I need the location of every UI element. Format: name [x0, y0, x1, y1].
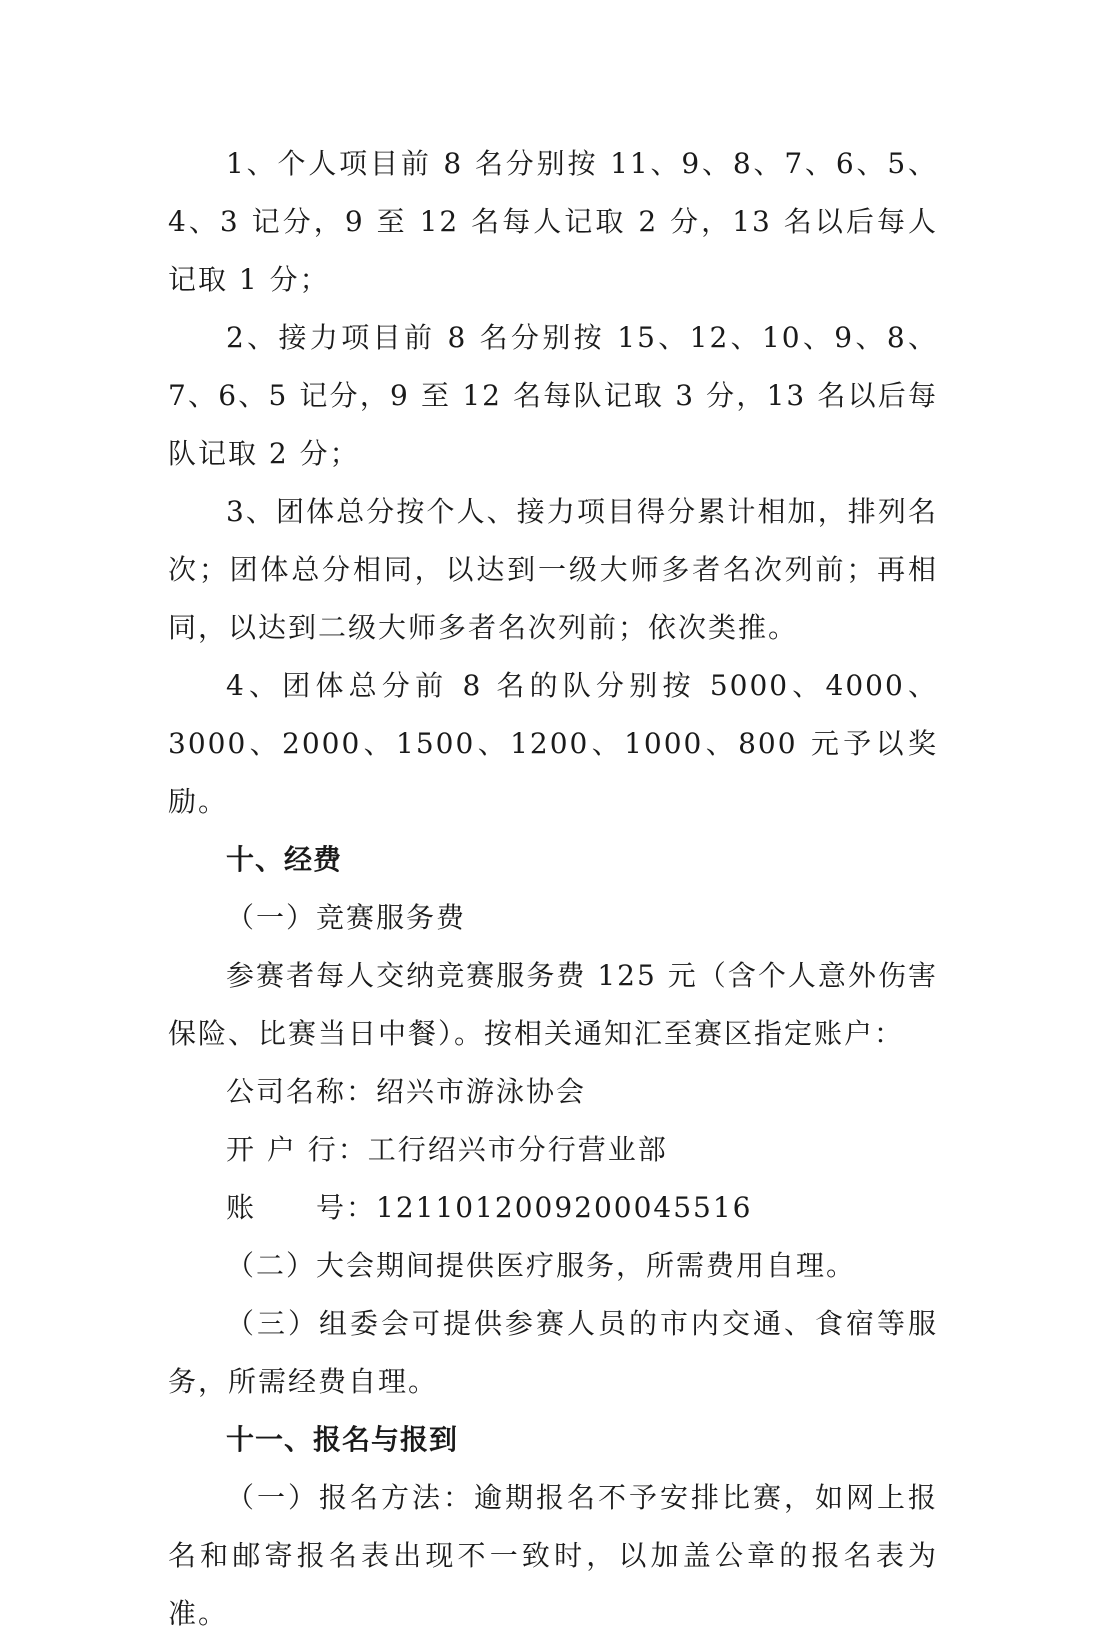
scoring-rule-2: 2、接力项目前 8 名分别按 15、12、10、9、8、7、6、5 记分，9 至 12 名每队记取 3 分，13 名以后每队记取 2 分；: [168, 321, 938, 470]
fees-transport-lodging: （三）组委会可提供参赛人员的市内交通、食宿等服务，所需经费自理。: [168, 1307, 938, 1398]
scoring-rule-4: 4、团体总分前 8 名的队分别按 5000、4000、3000、2000、1500、1200、1000、800 元予以奖励。: [168, 669, 938, 818]
fees-medical: （二）大会期间提供医疗服务，所需费用自理。: [226, 1249, 857, 1282]
account-bank: 开 户 行：工行绍兴市分行营业部: [226, 1133, 668, 1166]
account-company-name: 公司名称：绍兴市游泳协会: [226, 1075, 587, 1108]
registration-method: （一）报名方法：逾期报名不予安排比赛，如网上报名和邮寄报名表出现不一致时，以加盖公章的报名表为准。: [168, 1481, 938, 1630]
fees-subheading-service: （一）竞赛服务费: [226, 901, 467, 934]
scoring-rule-1: 1、个人项目前 8 名分别按 11、9、8、7、6、5、4、3 记分，9 至 12 名每人记取 2 分，13 名以后每人记取 1 分；: [168, 147, 938, 296]
section-heading-registration: 十一、报名与报到: [226, 1423, 459, 1456]
fees-service-text: 参赛者每人交纳竞赛服务费 125 元（含个人意外伤害保险、比赛当日中餐）。按相关通知汇至赛区指定账户：: [168, 959, 938, 1050]
section-heading-fees: 十、经费: [226, 843, 343, 876]
account-number: 账 号：1211012009200045516: [226, 1191, 753, 1224]
document-body: [168, 135, 938, 1643]
scoring-rule-3: 3、团体总分按个人、接力项目得分累计相加，排列名次；团体总分相同，以达到一级大师多者名次列前；再相同，以达到二级大师多者名次列前；依次类推。: [168, 495, 938, 644]
